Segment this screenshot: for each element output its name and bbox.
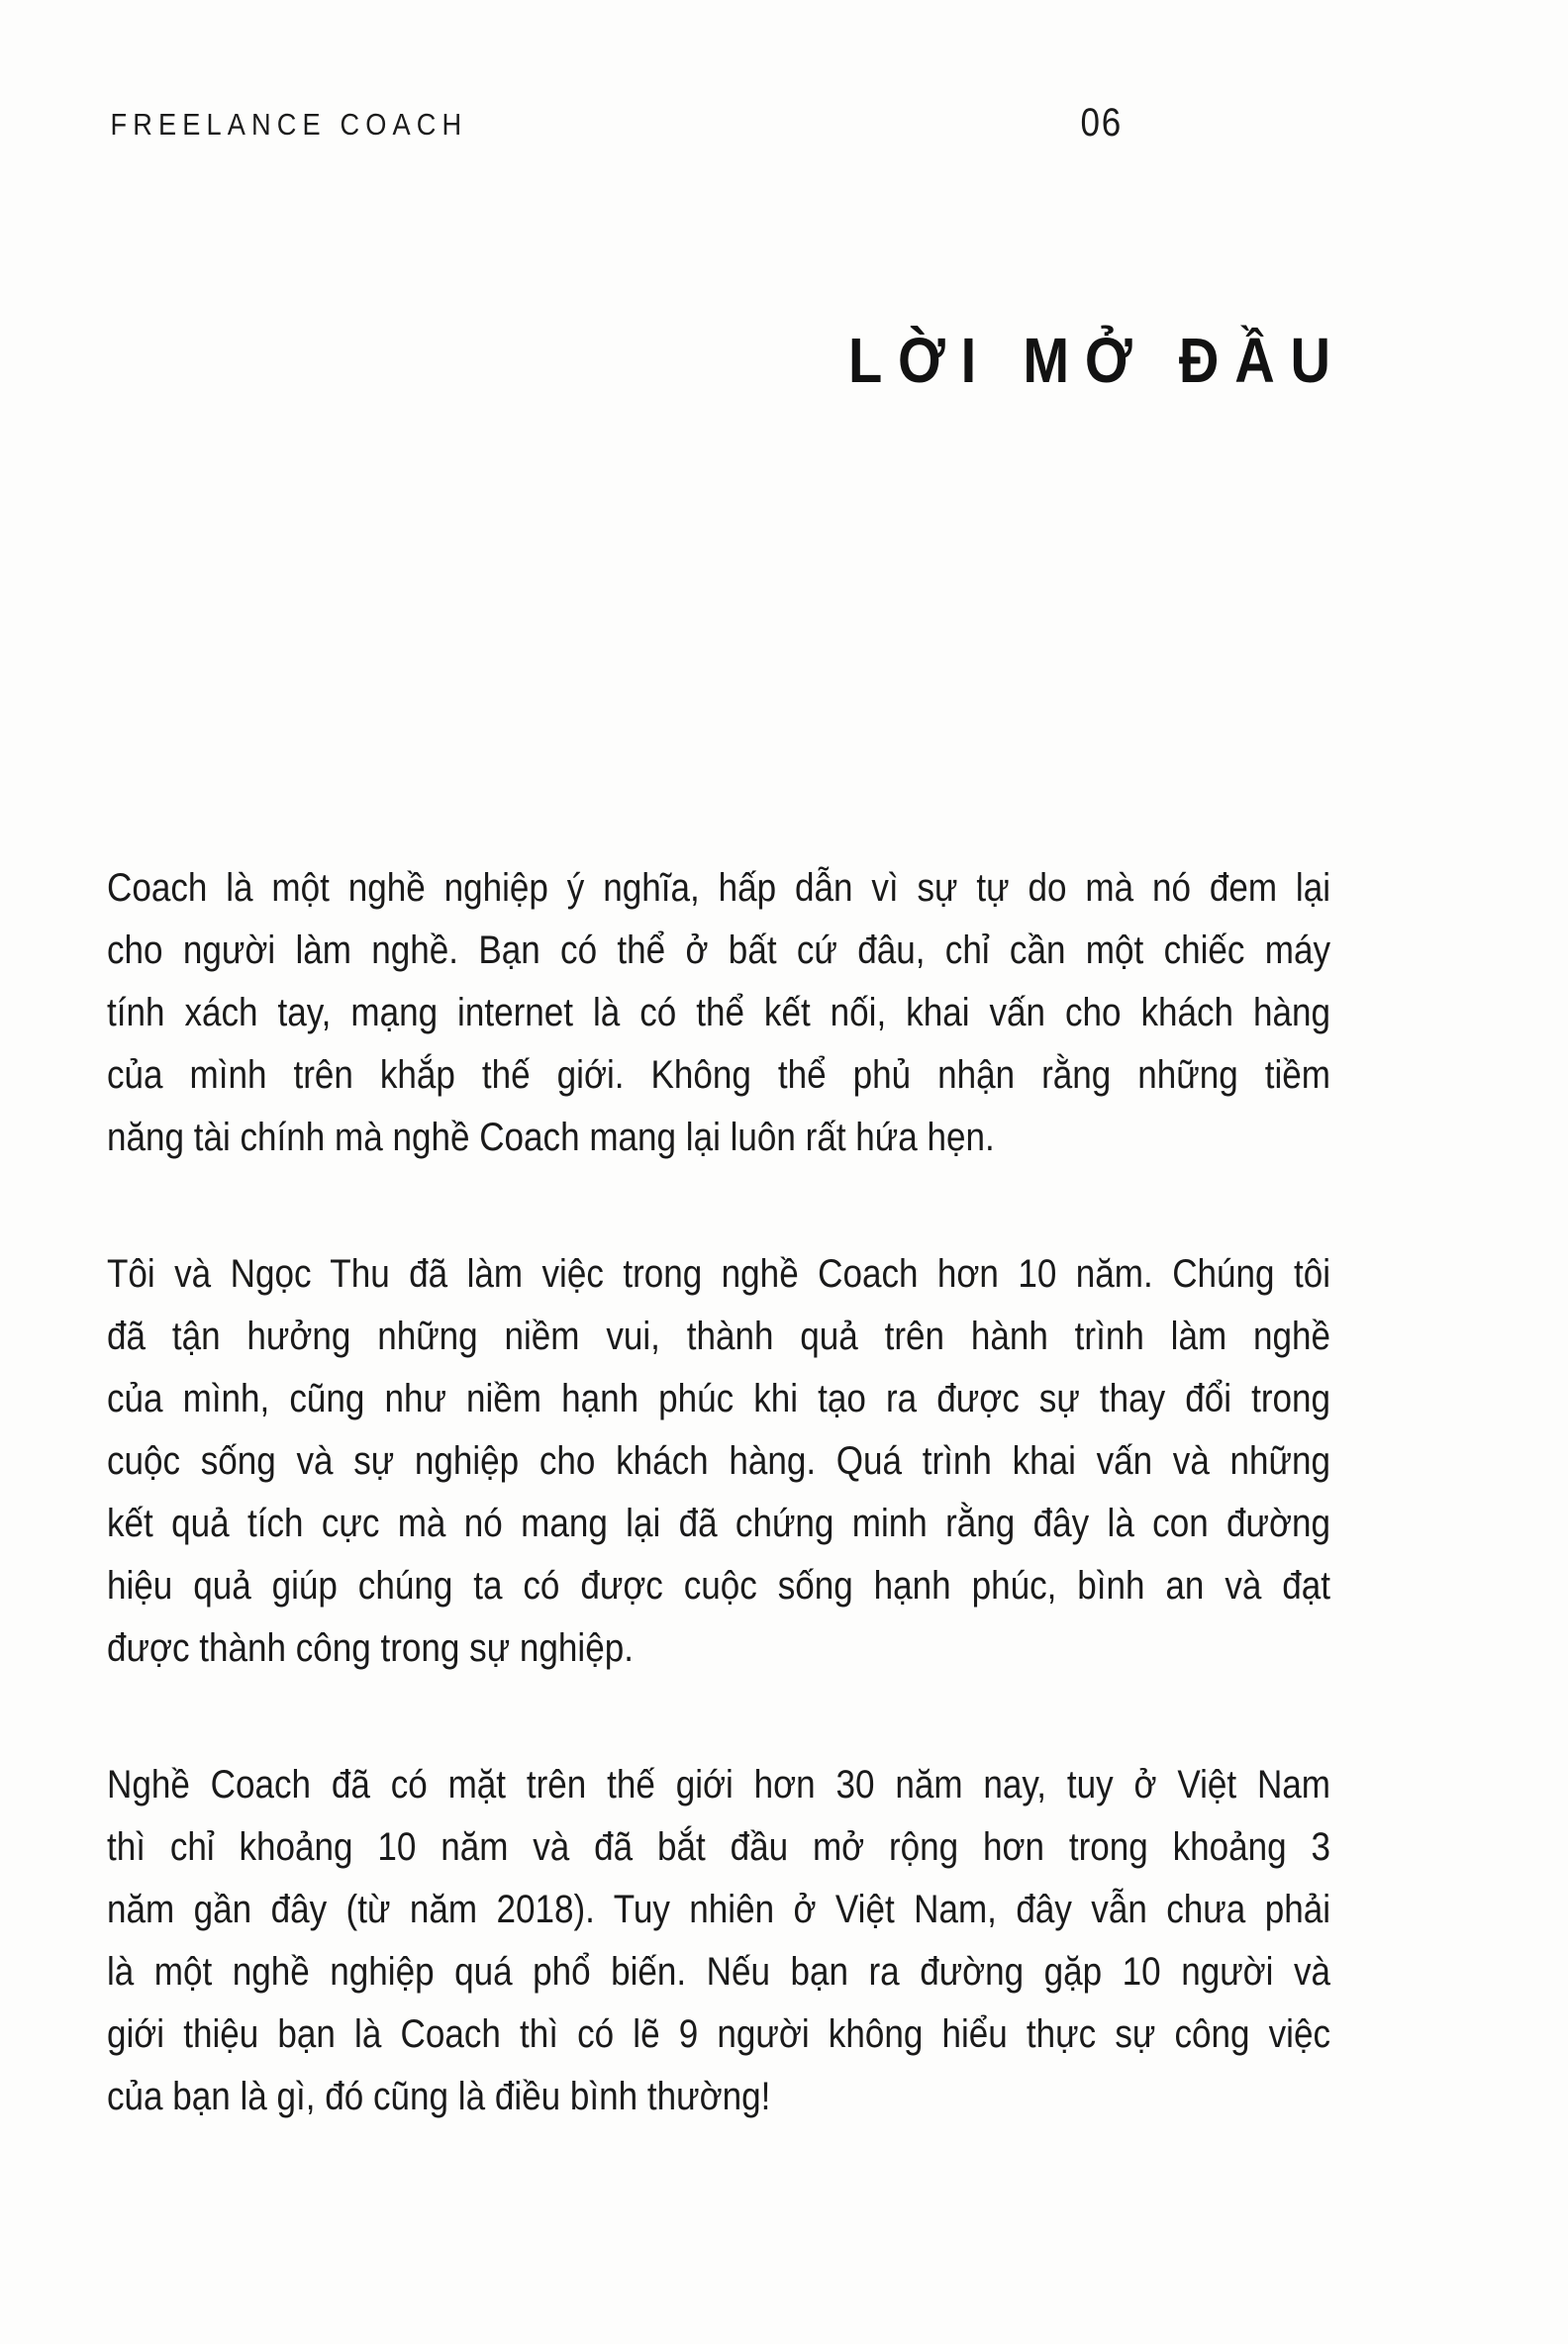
paragraph (107, 857, 1330, 1169)
text-line: của mình trên khắp thế giới. Không thể phủ nhận rằng những tiềm (107, 1053, 1331, 1097)
chapter-title-text: LỜI MỞ ĐẦU (847, 325, 1346, 396)
paragraph (107, 1243, 1330, 1680)
text-line: kết quả tích cực mà nó mang lại đã chứng minh rằng đây là con đường (107, 1502, 1331, 1545)
text-line: đã tận hưởng những niềm vui, thành quả trên hành trình làm nghề (107, 1315, 1331, 1358)
text-line: hiệu quả giúp chúng ta có được cuộc sống hạnh phúc, bình an và đạt (107, 1564, 1331, 1608)
text-line: cho người làm nghề. Bạn có thể ở bất cứ đâu, chỉ cần một chiếc máy (107, 928, 1331, 972)
body-text (107, 857, 1330, 2202)
text-line: Coach là một nghề nghiệp ý nghĩa, hấp dẫn vì sự tự do mà nó đem lại (107, 866, 1331, 910)
text-line: cuộc sống và sự nghiệp cho khách hàng. Quá trình khai vấn và những (107, 1439, 1331, 1483)
text-line: giới thiệu bạn là Coach thì có lẽ 9 người không hiểu thực sự công việc (107, 2012, 1331, 2056)
page-content (107, 0, 1346, 2344)
text-line: là một nghề nghiệp quá phổ biến. Nếu bạn ra đường gặp 10 người và (107, 1950, 1331, 1994)
text-line: năm gần đây (từ năm 2018). Tuy nhiên ở Việt Nam, đây vẫn chưa phải (107, 1888, 1331, 1931)
text-line: thì chỉ khoảng 10 năm và đã bắt đầu mở rộng hơn trong khoảng 3 (107, 1825, 1331, 1869)
page-number: 06 (1080, 101, 1124, 145)
text-line: Nghề Coach đã có mặt trên thế giới hơn 30 năm nay, tuy ở Việt Nam (107, 1763, 1331, 1807)
paragraph (107, 1754, 1330, 2128)
text-line: năng tài chính mà nghề Coach mang lại luôn rất hứa hẹn. (107, 1116, 995, 1159)
text-line: của mình, cũng như niềm hạnh phúc khi tạo ra được sự thay đổi trong (107, 1377, 1331, 1420)
chapter-title (107, 325, 1346, 396)
text-line: Tôi và Ngọc Thu đã làm việc trong nghề Coach hơn 10 năm. Chúng tôi (107, 1252, 1331, 1296)
running-header-title: FREELANCE COACH (110, 107, 468, 142)
text-line: của bạn là gì, đó cũng là điều bình thường! (107, 2075, 771, 2118)
text-line: được thành công trong sự nghiệp. (107, 1626, 634, 1670)
text-line: tính xách tay, mạng internet là có thể kết nối, khai vấn cho khách hàng (107, 991, 1331, 1034)
